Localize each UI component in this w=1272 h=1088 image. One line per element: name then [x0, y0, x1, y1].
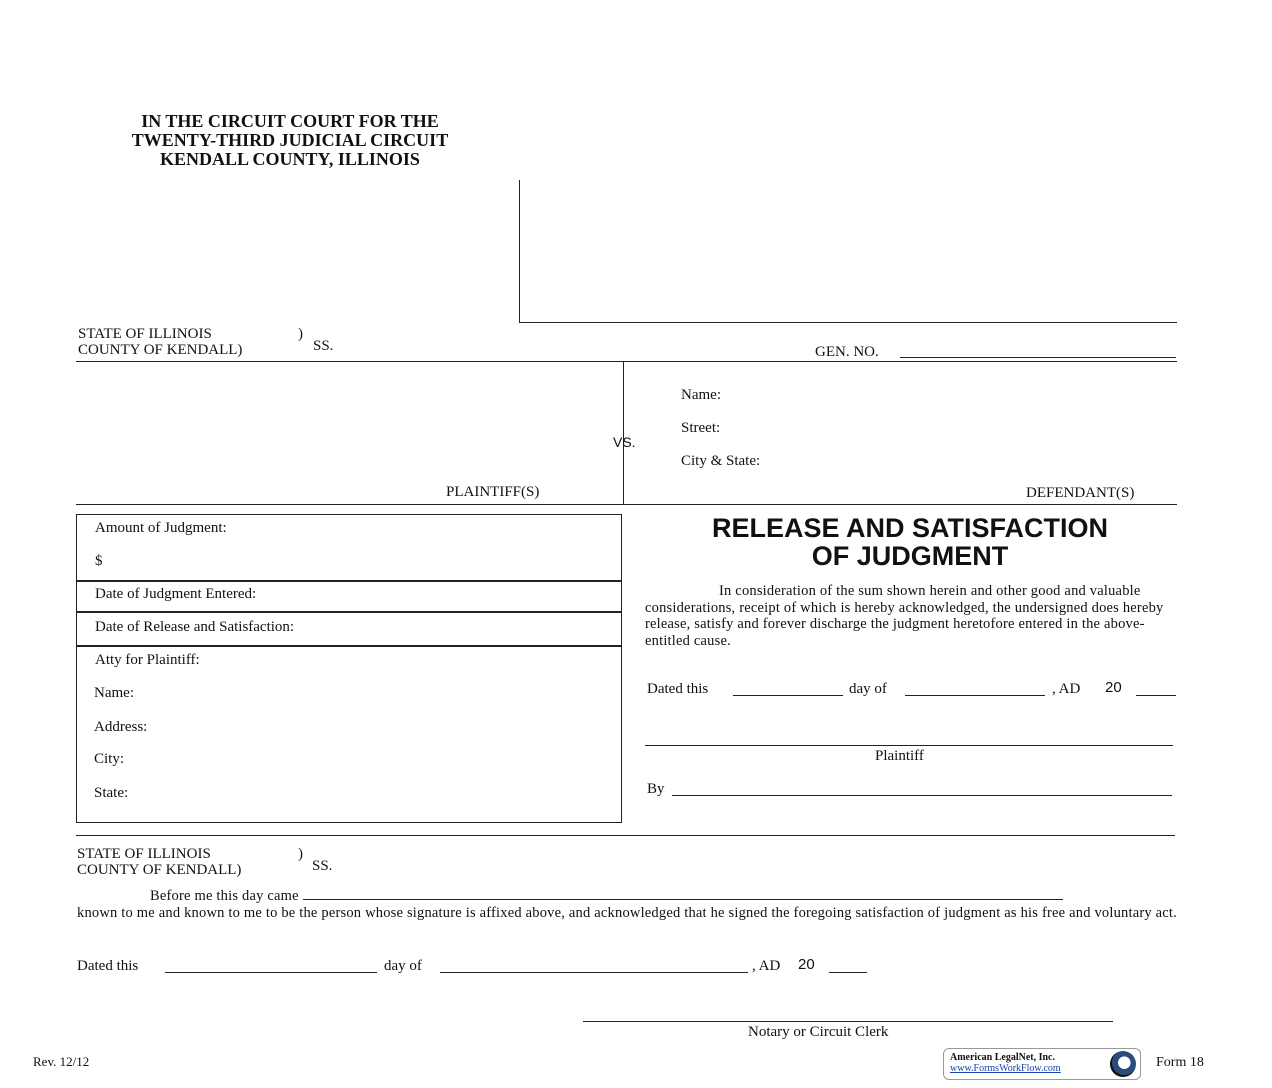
notary-year-field[interactable]: [829, 972, 867, 973]
divider: [623, 361, 624, 505]
plaintiff-signature-line[interactable]: [645, 745, 1173, 746]
notary-text: [77, 888, 1177, 922]
dollar-sign: $: [95, 553, 103, 569]
notary-body: known to me and known to me to be the person whose signature is affixed above, and acknowledged that he signed the foregoing satisfaction of judgment as his free and voluntary act.: [77, 905, 1177, 921]
revision-label: Rev. 12/12: [33, 1054, 90, 1069]
atty-city-label: City:: [94, 751, 125, 767]
gen-no-label: GEN. NO.: [815, 344, 879, 360]
month-field[interactable]: [905, 695, 1045, 696]
person-field[interactable]: [303, 889, 1063, 900]
court-line3: KENDALL COUNTY, ILLINOIS: [160, 149, 420, 169]
notary-ad-label: , AD: [752, 958, 781, 974]
defendant-name-label: Name:: [681, 387, 721, 403]
venue2-ss: SS.: [312, 858, 333, 874]
atty-state-label: State:: [94, 785, 129, 801]
date-release-label: Date of Release and Satisfaction:: [95, 619, 295, 635]
consideration-text: In consideration of the sum shown herein and other good and valuable considerations, receipt of which is hereby acknowledged, the undersigned does hereby release, satisfy and forever discharge the judgment heretofore entered in the above-entitled cause.: [645, 583, 1164, 649]
plaintiff-signature-label: Plaintiff: [875, 748, 924, 764]
notary-signature-line[interactable]: [583, 1021, 1113, 1022]
amount-label: Amount of Judgment:: [95, 520, 227, 536]
year-field[interactable]: [1136, 695, 1176, 696]
title-line2: OF JUDGMENT: [811, 541, 1009, 571]
title-line1: RELEASE AND SATISFACTION: [711, 513, 1109, 543]
notary-month-field[interactable]: [440, 972, 748, 973]
vs-label: VS.: [613, 434, 636, 450]
venue2-state: STATE OF ILLINOIS: [77, 846, 211, 862]
divider: [519, 180, 520, 322]
by-signature-line[interactable]: [672, 795, 1172, 796]
day-field[interactable]: [733, 695, 843, 696]
venue2-county: COUNTY OF KENDALL): [77, 862, 242, 878]
defendant-label: DEFENDANT(S): [1026, 485, 1135, 501]
by-label: By: [647, 781, 665, 797]
atty-name-label: Name:: [94, 685, 134, 701]
atty-address-label: Address:: [94, 719, 148, 735]
divider: [519, 322, 1177, 323]
defendant-city-label: City & State:: [681, 453, 761, 469]
atty-label: Atty for Plaintiff:: [95, 652, 200, 668]
logo-line1: American LegalNet, Inc.: [950, 1052, 1055, 1063]
court-line2: TWENTY-THIRD JUDICIAL CIRCUIT: [131, 130, 449, 150]
venue-paren: ): [298, 326, 303, 342]
notary-day-of-label: day of: [384, 958, 422, 974]
globe-icon: [1110, 1051, 1136, 1077]
notary-day-field[interactable]: [165, 972, 377, 973]
venue2-paren: ): [298, 846, 303, 862]
gen-no-field[interactable]: [900, 357, 1176, 358]
notary-signature-label: Notary or Circuit Clerk: [748, 1024, 889, 1040]
year-prefix: 20: [1105, 679, 1122, 696]
before-me-label: Before me this day came: [150, 888, 299, 904]
venue-ss: SS.: [313, 338, 334, 354]
form-number: Form 18: [1156, 1055, 1204, 1070]
ad-label: , AD: [1052, 681, 1081, 697]
defendant-street-label: Street:: [681, 420, 721, 436]
notary-dated-label: Dated this: [77, 958, 139, 974]
document-title: [640, 514, 1180, 570]
court-line1: IN THE CIRCUIT COURT FOR THE: [141, 111, 439, 131]
venue-state: STATE OF ILLINOIS: [78, 326, 212, 342]
day-of-label: day of: [849, 681, 887, 697]
logo[interactable]: [943, 1048, 1141, 1080]
date-entered-label: Date of Judgment Entered:: [95, 586, 257, 602]
plaintiff-label: PLAINTIFF(S): [446, 484, 540, 500]
dated-this-label: Dated this: [647, 681, 709, 697]
divider: [76, 504, 1177, 505]
divider: [76, 361, 1177, 362]
notary-year-prefix: 20: [798, 956, 815, 973]
venue-county: COUNTY OF KENDALL): [78, 342, 243, 358]
divider: [76, 835, 1175, 836]
logo-link[interactable]: www.FormsWorkFlow.com: [950, 1063, 1061, 1074]
attorney-box[interactable]: [76, 645, 622, 823]
court-heading: [70, 112, 510, 169]
